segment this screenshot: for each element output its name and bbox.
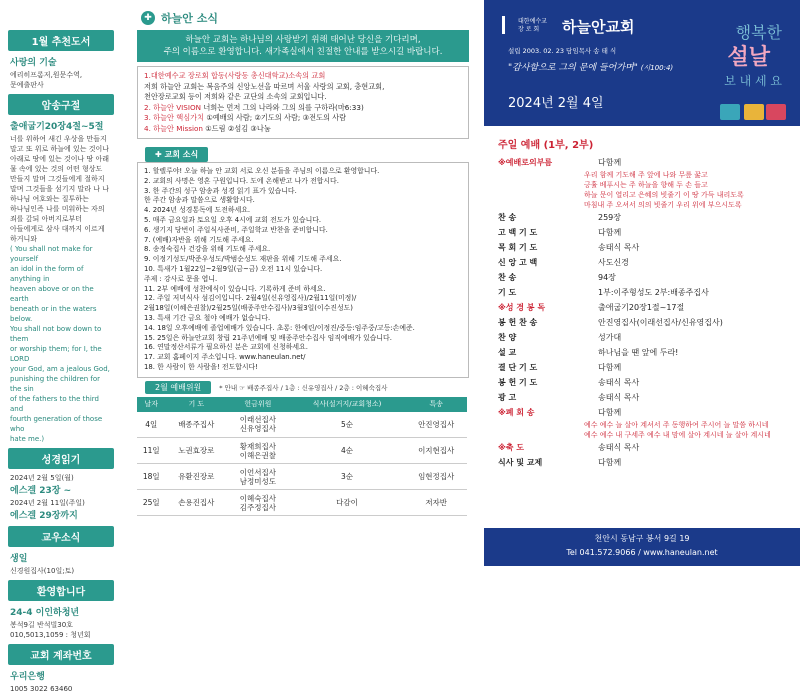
order-row [498, 270, 800, 285]
order-value: 다함께 [598, 228, 622, 237]
duty-title: 2월 예배위원 [145, 381, 211, 394]
verse-line: 죄를 갚되 아버지로부터 [10, 215, 83, 223]
table-cell: 이래선집사 신유영집사 [227, 412, 289, 438]
table-cell: 이지현집사 [405, 438, 467, 464]
order-row [498, 315, 800, 330]
notice-item: 8. 송정숙집사 건강을 위해 기도해 주세요. [144, 245, 271, 254]
order-value: 성가대 [598, 333, 622, 342]
verse-line: 너를 위하여 새긴 우상을 만들지 [10, 135, 107, 143]
red-line: 마침내 주 오셔서 의의 빗줄기 우리 위에 부으시도록 [584, 201, 742, 209]
welcome-line: 24-4 이인하청년 [10, 608, 80, 618]
duty-header-cell: 특송 [405, 397, 467, 412]
worship-title: 주일 예배 (1부, 2부) [498, 140, 594, 151]
vision-label: 2. 하늘안 VISION [144, 102, 202, 112]
notice-item: 2. 교회의 사명은 영혼 구원입니다. 도에 온해받고 나가 전합시다. [144, 176, 339, 185]
duty-header-cell: 식사(설거지/교회청소) [289, 397, 406, 412]
order-value: 송태식 목사 [598, 378, 640, 387]
order-row [498, 405, 800, 420]
info-line: 1.대한예수교 장로회 합동(사랑동 총신대학교)소속의 교회 [144, 71, 326, 80]
order-label: ※폐 회 송 [498, 408, 535, 417]
order-label: 찬 송 [498, 273, 517, 282]
order-value: 1부:이주형성도 2부:배종주집사 [598, 288, 709, 297]
table-cell: 노권효장로 [166, 438, 228, 464]
table-cell: 배종주집사 [166, 412, 228, 438]
header-panel [484, 0, 800, 126]
order-label: 봉 헌 찬 송 [498, 318, 538, 327]
news-section-title [141, 10, 473, 26]
verse-line: 하나님인즉 나를 미워하는 자의 [10, 205, 105, 213]
account-line: 우리은행 [10, 672, 45, 682]
table-cell: 25일 [137, 490, 166, 516]
church-address: 천안시 동남구 봉서 9길 19 [594, 534, 690, 543]
book-info2: 문예출판사 [10, 81, 44, 89]
order-value: 다함께 [598, 458, 622, 467]
order-value: 송태식 목사 [598, 243, 640, 252]
notice-item: 3. 한 주간의 성구 암송과 성경 읽기 표가 있습니다. [144, 186, 297, 195]
info-line: 저희 하늘안 교회는 복음주의 신앙노선을 따르며 서울 사랑의 교회, 충현교회, [144, 81, 385, 91]
verse-line: 말며 그것들을 섬기지 말라 나 나 [10, 185, 110, 193]
red-line: 예수 예수 내 구세주 예수 내 맘에 살아 계시네 늘 살아 계시네 [584, 431, 771, 439]
verse-ref: (시100:4) [640, 64, 674, 72]
order-label: ※예배로의부름 [498, 158, 553, 167]
order-value: 송태식 목사 [598, 443, 640, 452]
order-row [498, 345, 800, 360]
table-cell: 이혜숙집사 김주정집사 [227, 490, 289, 516]
verse-title: 암송구절 [8, 94, 114, 115]
welcome-banner [137, 30, 469, 62]
verse-eng: heaven above or on the earth [10, 285, 94, 303]
right-column [484, 0, 800, 566]
worship-order [484, 155, 800, 470]
table-cell: 손용진집사 [166, 490, 228, 516]
verse-eng: your God, am a jealous God, [10, 365, 110, 373]
red-line: 하늘 문이 열리고 은혜의 빗줄기 이 땅 가득 내리도록 [584, 191, 744, 199]
table-cell: 유환진장로 [166, 464, 228, 490]
verse-line: 아들에게로 삼사 대까지 이르게 [10, 225, 105, 233]
order-label: 찬 양 [498, 333, 517, 342]
order-value: 다함께 [598, 408, 622, 417]
notice-item: 4. 2024년 성경통독에 도전하세요. [144, 206, 251, 215]
table-cell: 4순 [289, 438, 406, 464]
order-row [498, 360, 800, 375]
order-value: 94장 [598, 273, 616, 282]
order-row [498, 390, 800, 405]
banner-line: 주의 이름으로 환영합니다. 새가족실에서 친절한 안내를 받으시길 바랍니다. [163, 47, 443, 57]
duty-header-cell: 기 도 [166, 397, 228, 412]
table-cell: 18일 [137, 464, 166, 490]
duty-table [137, 397, 467, 517]
duty-note: * 안내 ☞ 배종주집사 / 1층 : 신유영집사 / 2층 : 이혜숙집사 [219, 383, 388, 392]
verse-line: 물 속에 있는 것의 어떤 형상도 [10, 165, 103, 173]
order-row [498, 285, 800, 300]
bible-line: 에스겔 29장까지 [10, 511, 78, 521]
notice-item: 12. 주일 저녁식사 섬김이입니다. 2월4일(신유영집사)/2월11일(미정)/ [144, 294, 357, 303]
order-label: 목 회 기 도 [498, 243, 538, 252]
account-line: 1005 3022 63460 [10, 685, 73, 693]
notice-item: 18. 한 사람이 한 사람을! 전도합시다! [144, 362, 258, 371]
verse-eng: an idol in the form of anything in [10, 265, 84, 283]
welcome-line: 010,5013,1059 : 청년회 [10, 631, 91, 639]
notice-item: 6. 생기지 당번이 주일식사준비, 주일학교 반찬을 준비합니다. [144, 225, 328, 234]
church-info-box [137, 66, 469, 139]
verse-ref: 출애굽기20장4절~5절 [10, 122, 104, 132]
order-row [498, 330, 800, 345]
verse-eng: or worship them; for I, the LORD [10, 345, 102, 363]
staff-line: 신경원집사(10일;토) [10, 567, 75, 575]
order-row [498, 155, 800, 170]
order-value: 다함께 [598, 158, 622, 167]
verse-line: 말고 또 위로 하늘에 있는 것이나 [10, 145, 110, 153]
notice-item: 11. 2부 예배에 성찬예식이 있습니다. 기록하게 준비 하세요. [144, 284, 326, 293]
table-cell: 11일 [137, 438, 166, 464]
notice-item: 한 주간 암송과 말씀으로 생활합시다. [144, 196, 255, 205]
notice-title-text: 교회 소식 [164, 150, 199, 159]
table-cell: 4일 [137, 412, 166, 438]
notice-item: 2월18일(이혜은권찰)/2월25일(배종주안수집사)/3월3일(이수진성도) [144, 304, 353, 313]
order-value: 송태식 목사 [598, 393, 640, 402]
order-label: ※축 도 [498, 443, 525, 452]
account-title: 교회 계좌번호 [8, 644, 114, 665]
church-info: 설립 2003. 02. 23 담임목사 송 태 식 [508, 47, 617, 55]
order-row [498, 210, 800, 225]
staff-line: 생일 [10, 554, 28, 564]
table-cell: 5순 [289, 412, 406, 438]
vision-text: 너희는 먼저 그의 나라와 그의 의를 구하라(마6:33) [203, 102, 364, 112]
verse-eng: of the fathers to the third and [10, 395, 99, 413]
footer-bar [484, 528, 800, 566]
red-line: 우리 함께 기도해 주 앞에 나와 무릎 꿇고 [584, 171, 708, 179]
values-text: ①예배의 사람; ②기도의 사람; ③전도의 사람 [206, 113, 347, 122]
gift-box-icon [744, 104, 764, 120]
duty-header [133, 381, 473, 394]
verse-eng: punishing the children for the sin [10, 375, 101, 393]
bible-line: 2024년 2월 5일(월) [10, 474, 74, 482]
order-label: 설 교 [498, 348, 517, 357]
info-line: 천안장로교회 등이 저희와 같은 교단의 소속의 교회입니다. [144, 92, 327, 101]
notice-item: 1. 할렐루야! 오늘 하늘 안 교회 서로 오신 분들을 주님의 이름으로 환영합니다. [144, 167, 380, 175]
book-info1: 에리히프롬저,원문수역, [10, 71, 83, 79]
order-row [498, 455, 800, 470]
table-cell: 저자반 [405, 490, 467, 516]
notice-title: ✚ 교회 소식 [145, 147, 208, 162]
info-icon: ✚ [141, 11, 155, 25]
bible-line: 에스겔 23장 ~ [10, 486, 72, 496]
verse-eng: You shall not bow down to them [10, 325, 102, 343]
table-cell: 3순 [289, 464, 406, 490]
notice-item: 16. 연말정산서류가 필요하신 분은 교회에 신청하세요. [144, 343, 308, 352]
church-verse [508, 60, 673, 73]
table-cell: 안진영집사 [405, 412, 467, 438]
notice-item: 14. 18일 오후예배에 졸업예배가 있습니다. 초롱: 한예린/이정진/중등:임주중/고등:손예준. [144, 323, 415, 332]
notice-item: 10. 특새가 1월22일~2월9일(금~금) 오전 11시 있습니다. [144, 264, 323, 273]
red-line: 예수 예수 늘 살아 계셔서 주 동행하여 주시어 늘 말씀 하시네 [584, 421, 769, 429]
verse-text: "감사함으로 그의 문에 들어가며" [508, 63, 638, 73]
call-to-worship-text [584, 170, 800, 210]
order-row [498, 255, 800, 270]
greeting-line3: 보 내 세 요 [724, 74, 782, 88]
denomination-line: 장 로 회 [518, 26, 540, 33]
order-label: 신 앙 고 백 [498, 258, 538, 267]
news-title-text: 하늘안 소식 [161, 12, 218, 25]
notice-item: 주제 : 강사로 문을 엽니. [144, 274, 218, 283]
table-row [137, 490, 467, 516]
bulletin-date: 2024년 2월 4일 [508, 96, 604, 111]
order-row [498, 240, 800, 255]
notice-box [137, 162, 469, 378]
verse-eng: beneath or in the waters below. [10, 305, 97, 323]
table-cell: 황재희집사 이해은권찰 [227, 438, 289, 464]
gift-box-icon [720, 104, 740, 120]
notice-item: 13. 특새 기간 금요 철야 예배가 없습니다. [144, 313, 271, 322]
duty-header-cell: 헌금위원 [227, 397, 289, 412]
notice-item: 9. 이정기성도/박준우성도/박범순성도 재판을 위해 기도해 주세요. [144, 255, 342, 264]
greeting-line1: 행복한 [735, 23, 782, 42]
verse-eng: fourth generation of those who [10, 415, 103, 433]
greeting-line2: 설날 [727, 45, 770, 70]
middle-column [133, 0, 473, 566]
banner-line: 하늘안 교회는 하나님의 사랑받기 위해 태어난 당신을 기다리며, [185, 35, 421, 45]
staff-title: 교우소식 [8, 526, 114, 547]
notice-item: 7. (예배)자반을 위해 기도해 주세요. [144, 235, 254, 244]
order-label: 식사 및 교제 [498, 458, 543, 467]
cross-logo-icon [502, 16, 514, 34]
table-row [137, 412, 467, 438]
verse-eng: ( You shall not make for yourself [10, 245, 93, 263]
bible-line: 2024년 2월 11일(주일) [10, 499, 85, 507]
order-label: 찬 송 [498, 213, 517, 222]
bible-title: 성경읽기 [8, 448, 114, 469]
order-label: 결 단 기 도 [498, 363, 538, 372]
notice-item: 17. 교회 홈페이지 주소입니다. www.haneulan.net/ [144, 353, 306, 362]
order-label: 기 도 [498, 288, 517, 297]
table-row [137, 438, 467, 464]
table-cell: 임현정집사 [405, 464, 467, 490]
order-label: 고 백 기 도 [498, 228, 538, 237]
order-label: 광 고 [498, 393, 517, 402]
values-label: 3. 하늘안 핵심가치 [144, 113, 205, 122]
order-value: 출애굽기20장1절~17절 [598, 303, 685, 312]
mission-label: 4. 하늘안 Mission [144, 123, 203, 133]
order-row [498, 375, 800, 390]
table-row [137, 464, 467, 490]
mission-text: ①드림 ②섬김 ③나눔 [205, 123, 271, 133]
order-row [498, 440, 800, 455]
order-value: 하나님을 땐 앞에 두라! [598, 348, 679, 357]
verse-line: 하거니와 [10, 235, 38, 243]
order-value: 다함께 [598, 363, 622, 372]
church-contact: Tel 041.572.9066 / www.haneulan.net [566, 548, 718, 557]
notice-item: 15. 25일은 하늘안교회 창립 21주년예배 및 배종주안수집사 임직예배가 있습니다. [144, 333, 392, 342]
welcome-line: 봉석9길 반석빌30호 [10, 621, 73, 629]
duty-header-cell: 날자 [137, 397, 166, 412]
order-value: 안진영집사(이래선집사/신유영집사) [598, 318, 723, 327]
book-name: 사랑의 기술 [10, 58, 57, 68]
order-label: 봉 헌 기 도 [498, 378, 538, 387]
table-cell: 이언서집사 남정미성도 [227, 464, 289, 490]
gift-box-icon [766, 104, 786, 120]
book-title: 1월 추천도서 [8, 30, 114, 51]
verse-line: 아래로 땅에 있는 것이나 땅 아래 [10, 155, 110, 163]
order-label: ※성 경 봉 독 [498, 303, 546, 312]
welcome-title: 환영합니다 [8, 580, 114, 601]
order-row [498, 300, 800, 315]
denomination-line: 대한예수교 [518, 18, 547, 25]
red-line: 긍휼 베푸시는 주 하늘을 향해 두 손 들고 [584, 181, 708, 189]
verse-line: 만들지 말며 그것들에게 절하지 [10, 175, 105, 183]
left-column [0, 0, 122, 693]
order-value: 사도신경 [598, 258, 629, 267]
order-value: 259장 [598, 213, 621, 222]
closing-hymn-text [584, 420, 800, 440]
notice-item: 5. 매주 금요일과 토요일 오후 4시에 교회 전도가 있습니다. [144, 215, 322, 224]
denomination-label [518, 18, 547, 34]
church-name: 하늘안교회 [562, 18, 635, 36]
verse-eng: hate me.) [10, 435, 45, 443]
order-row [498, 225, 800, 240]
table-cell: 다감이 [289, 490, 406, 516]
verse-line: 하나님 여호와는 질투하는 [10, 195, 89, 203]
